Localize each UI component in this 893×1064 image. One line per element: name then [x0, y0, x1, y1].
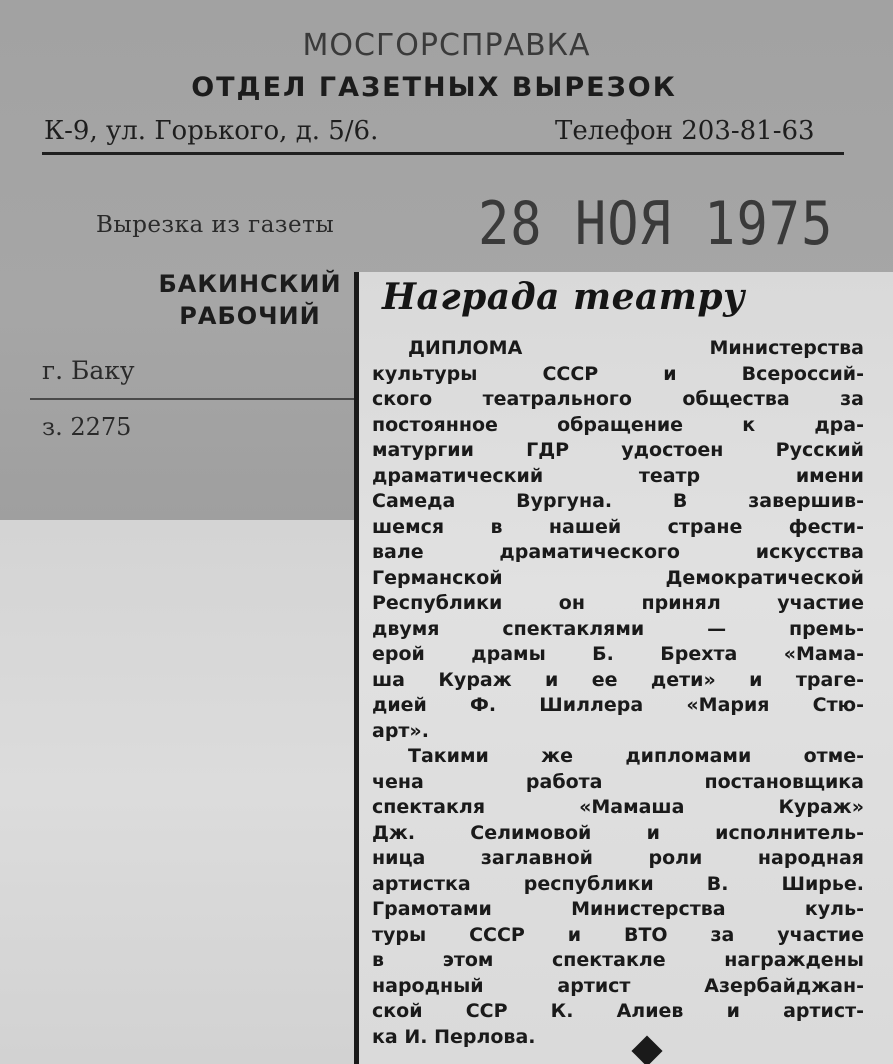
article-line: Самеда Вургуна. В завершив- — [372, 490, 864, 512]
article-line: двумя спектаклями — премь- — [372, 617, 864, 640]
article-line: Германской Демократической — [372, 566, 864, 589]
article-title: Награда театру — [382, 276, 746, 318]
newspaper-name-line2: РАБОЧИЙ — [179, 302, 321, 330]
article-line: шемся в нашей стране фести- — [372, 515, 864, 538]
article-line: матургии ГДР удостоен Русский — [372, 439, 864, 461]
newspaper-city: г. Баку — [42, 356, 135, 385]
article-line: ДИПЛОМА Министерства — [408, 337, 864, 359]
article-line: ерой драмы Б. Брехта «Мама- — [372, 643, 864, 665]
article-line: чена работа постановщика — [372, 770, 864, 793]
article-line: ша Кураж и ее дети» и траге- — [372, 668, 864, 691]
article-line: ского театрального общества за — [372, 388, 864, 410]
article-line: Республики он принял участие — [372, 592, 864, 614]
article-line: артистка республики В. Ширье. — [372, 872, 864, 895]
article-line: арт». — [372, 719, 429, 742]
agency-address: К-9, ул. Горького, д. 5/6. — [44, 116, 379, 146]
agency-name: МОСГОРСПРАВКА — [302, 28, 591, 63]
article-line: Такими же дипломами отме- — [408, 745, 864, 767]
article-line: ской ССР К. Алиев и артист- — [372, 1000, 864, 1022]
order-number: з. 2275 — [42, 413, 132, 441]
article-line: культуры СССР и Всероссий- — [372, 362, 864, 385]
agency-phone: Телефон 203-81-63 — [555, 116, 815, 146]
header-rule — [42, 152, 844, 155]
article-line: ка И. Перлова. — [372, 1025, 536, 1048]
article-line: постоянное обращение к дра- — [372, 413, 864, 436]
article-line: спектакля «Мамаша Кураж» — [372, 796, 864, 818]
article-line: Дж. Селимовой и исполнитель- — [372, 821, 864, 844]
article-line: в этом спектакле награждены — [372, 949, 864, 971]
newspaper-name-line1: БАКИНСКИЙ — [158, 270, 342, 298]
article-line: вале драматического искусства — [372, 541, 864, 563]
newspaper-name — [120, 268, 380, 332]
article-line: ница заглавной роли народная — [372, 847, 864, 869]
article-line: туры СССР и ВТО за участие — [372, 923, 864, 946]
article-body — [372, 336, 864, 1050]
card-lower-area — [0, 520, 360, 1064]
separator-line — [30, 398, 360, 400]
department-name: ОТДЕЛ ГАЗЕТНЫХ ВЫРЕЗОК — [191, 72, 677, 103]
article-line: Грамотами Министерства куль- — [372, 898, 864, 920]
clipping-from-label: Вырезка из газеты — [96, 212, 335, 238]
article-line: драматический театр имени — [372, 464, 864, 487]
article-line: дией Ф. Шиллера «Мария Стю- — [372, 694, 864, 716]
date-stamp: 28 НОЯ 1975 — [478, 190, 834, 259]
article-line: народный артист Азербайджан- — [372, 974, 864, 997]
